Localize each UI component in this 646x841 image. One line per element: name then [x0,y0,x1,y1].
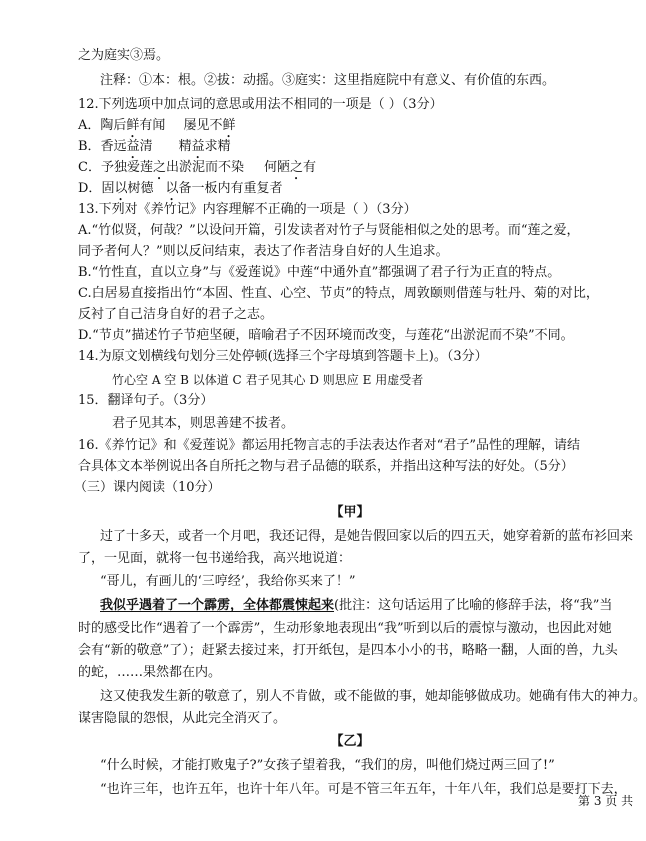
jia-para1-line2: 了，一见面，就将一包书递给我，高兴地说道： [78,551,352,566]
q12-option-d: D．固以树德 以备一板内有重复者 [78,181,283,196]
jia-para3-line1: 这又使我发生新的敬意了，别人不肯做，或不能做的事，她却能够做成功。她确有伟大的神力。 [100,689,646,704]
q16-line1: 16.《养竹记》和《爱莲说》都运用托物言志的手法表达作者对“君子”品性的理解，请结 [78,438,580,453]
q12-stem: 12.下列选项中加点词的意思或用法不相同的一项是（ ）（3分） [78,97,443,112]
jia-annotated-line2: 时的感受比作“遇着了一个霹雳”，生动形象地表现出“我”听到以后的震惊与激动，也因此对她 [78,621,612,636]
q15-stem: 15．翻译句子。（3分） [78,393,214,408]
jia-annotated-line3: 会有“新的敬意”了）；赶紧去接过来，打开纸包，是四本小小的书，略略一翻，人面的兽，九头 [78,643,618,658]
q13-option-a-line2: 同予者何人？”则以反问结束，表达了作者洁身自好的人生追求。 [78,244,449,259]
underlined-sentence: 我似乎遇着了一个霹雳，全体都震悚起来 [100,598,335,613]
jia-annotated-line4: 的蛇，……果然都在内。 [78,665,222,680]
annotation-start: (批注：这句话运用了比喻的修辞手法，将“我”当 [334,598,613,613]
q13-option-d: D.“节贞”描述竹子节疤坚硬，暗喻君子不因环境而改变，与莲花“出淤泥而不染”不同。 [78,328,574,343]
intro-line: 之为庭实③焉。 [78,48,170,63]
jia-annotated-line1 [100,597,613,615]
jia-para1-line1: 过了十多天，或者一个月吧，我还记得，是她告假回家以后的四五天，她穿着新的蓝布衫回来 [100,529,634,544]
q13-stem: 13.下列对《养竹记》内容理解不正确的一项是（ ）（3分） [78,202,417,217]
q14-sentence: 竹心空 A 空 B 以体道 C 君子见其心 D 则思应 E 用虚受者 [112,373,424,387]
q16-line2: 合具体文本举例说出各自所托之物与君子品德的联系，并指出这种写法的好处。（5分） [78,459,574,474]
jia-para3-line2: 谋害隐鼠的怨恨，从此完全消灭了。 [78,711,287,726]
yi-para2: “也许三年，也许五年，也许十年八年。可是不管三年五年，十年八年，我们总是要打下去， [100,782,627,797]
yi-para1: “什么时候，才能打败鬼子?”女孩子望着我，“我们的房，叫他们烧过两三回了!” [100,758,555,773]
q13-option-a-line1: A.“竹似贤，何哉？”以设问开篇，引发读者对竹子与贤能相似之处的思考。而“莲之爱， [78,223,580,238]
jia-quote: “哥儿，有画儿的‘三哼经’，我给你买来了！” [100,574,356,589]
notes-line: 注释：①本：根。②拔：动摇。③庭实：这里指庭院中有意义、有价值的东西。 [100,73,556,88]
q12-option-c: C．予独爱莲之出淤泥而不染 何陋之有 [78,160,317,175]
q12-option-b: B．香远益清 精益求精 [78,139,231,154]
q15-sentence: 君子见其本，则思善建不拔者。 [112,416,295,431]
section-heading: （三）课内阅读（10分） [74,480,221,495]
passage-yi-heading: 【乙】 [330,734,370,749]
q14-stem: 14.为原文划横线句划分三处停顿(选择三个字母填到答题卡上)。（3分） [78,349,488,364]
q13-option-c-line2: 反衬了自己洁身自好的君子之志。 [78,307,274,322]
q13-option-b: B.“竹性直，直以立身”与《爱莲说》中莲“中通外直”都强调了君子行为正直的特点。 [78,265,561,280]
q12-option-a: A．陶后鲜有闻 屡见不鲜 [78,118,236,133]
q13-option-c-line1: C.白居易直接指出竹“本固、性直、心空、节贞”的特点，周敦颐则借莲与牡丹、菊的对比， [78,286,599,301]
page-number: 第 3 页 共 [578,794,634,808]
passage-jia-heading: 【甲】 [330,505,370,520]
